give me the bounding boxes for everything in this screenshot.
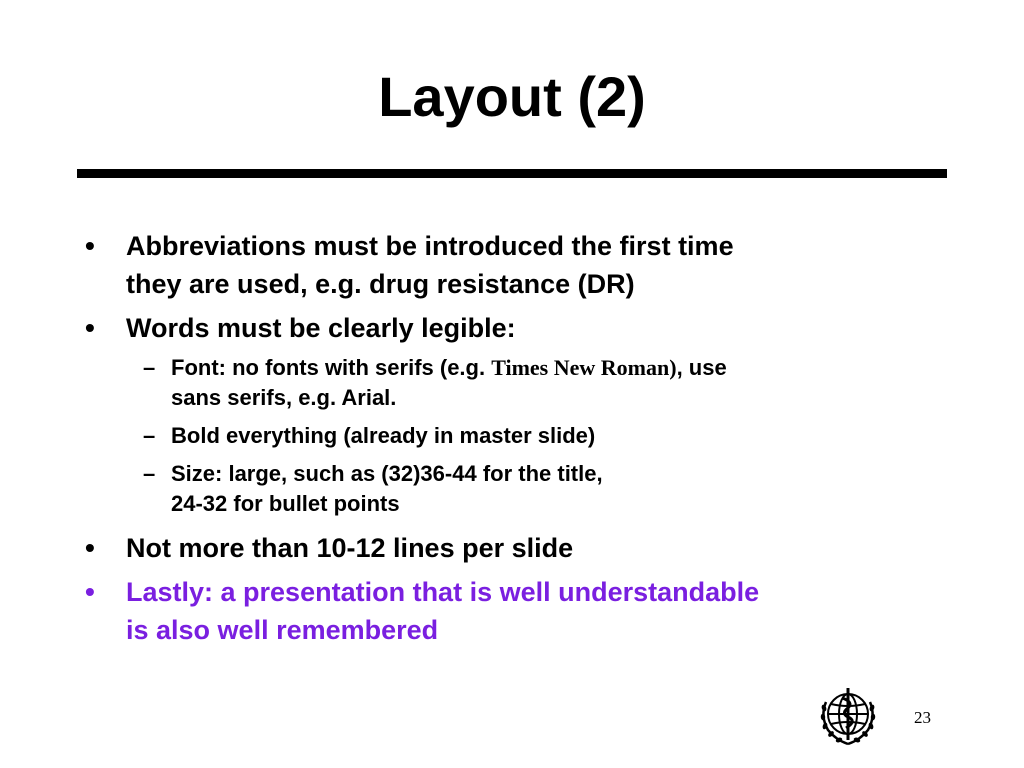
bullet-text-line: Abbreviations must be introduced the first time <box>126 231 734 261</box>
bullet-marker: • <box>85 312 95 343</box>
sub-marker: – <box>143 423 156 448</box>
bullet-marker: • <box>85 532 95 563</box>
sub-text-line: sans serifs, e.g. Arial. <box>171 385 397 410</box>
bullet-text-line: they are used, e.g. drug resistance (DR) <box>126 269 635 299</box>
bullet-marker: • <box>85 230 95 261</box>
sub-text-line: Size: large, such as (32)36-44 for the title, <box>171 461 603 486</box>
sub-text-line: Bold everything (already in master slide) <box>171 423 596 448</box>
title-divider <box>77 169 947 178</box>
page-number: 23 <box>914 708 931 727</box>
bullet-marker: • <box>85 576 95 607</box>
bullet-text-line: Lastly: a presentation that is well understandable <box>126 577 760 607</box>
sub-marker: – <box>143 461 156 486</box>
serif-example-text: Times New Roman) <box>491 355 677 380</box>
sub-marker: – <box>143 355 156 380</box>
who-emblem-icon <box>816 684 880 748</box>
bullet-text-line: Not more than 10-12 lines per slide <box>126 533 574 563</box>
bullet-text-line: is also well remembered <box>126 615 439 645</box>
slide-title: Layout (2) <box>378 65 646 128</box>
sub-text-part: , use <box>676 355 727 380</box>
bullet-text-line: Words must be clearly legible: <box>126 313 516 343</box>
sub-text-part: Font: no fonts with serifs (e.g. <box>171 355 492 380</box>
sub-text-line <box>171 353 911 383</box>
sub-text-line: 24-32 for bullet points <box>171 491 400 516</box>
